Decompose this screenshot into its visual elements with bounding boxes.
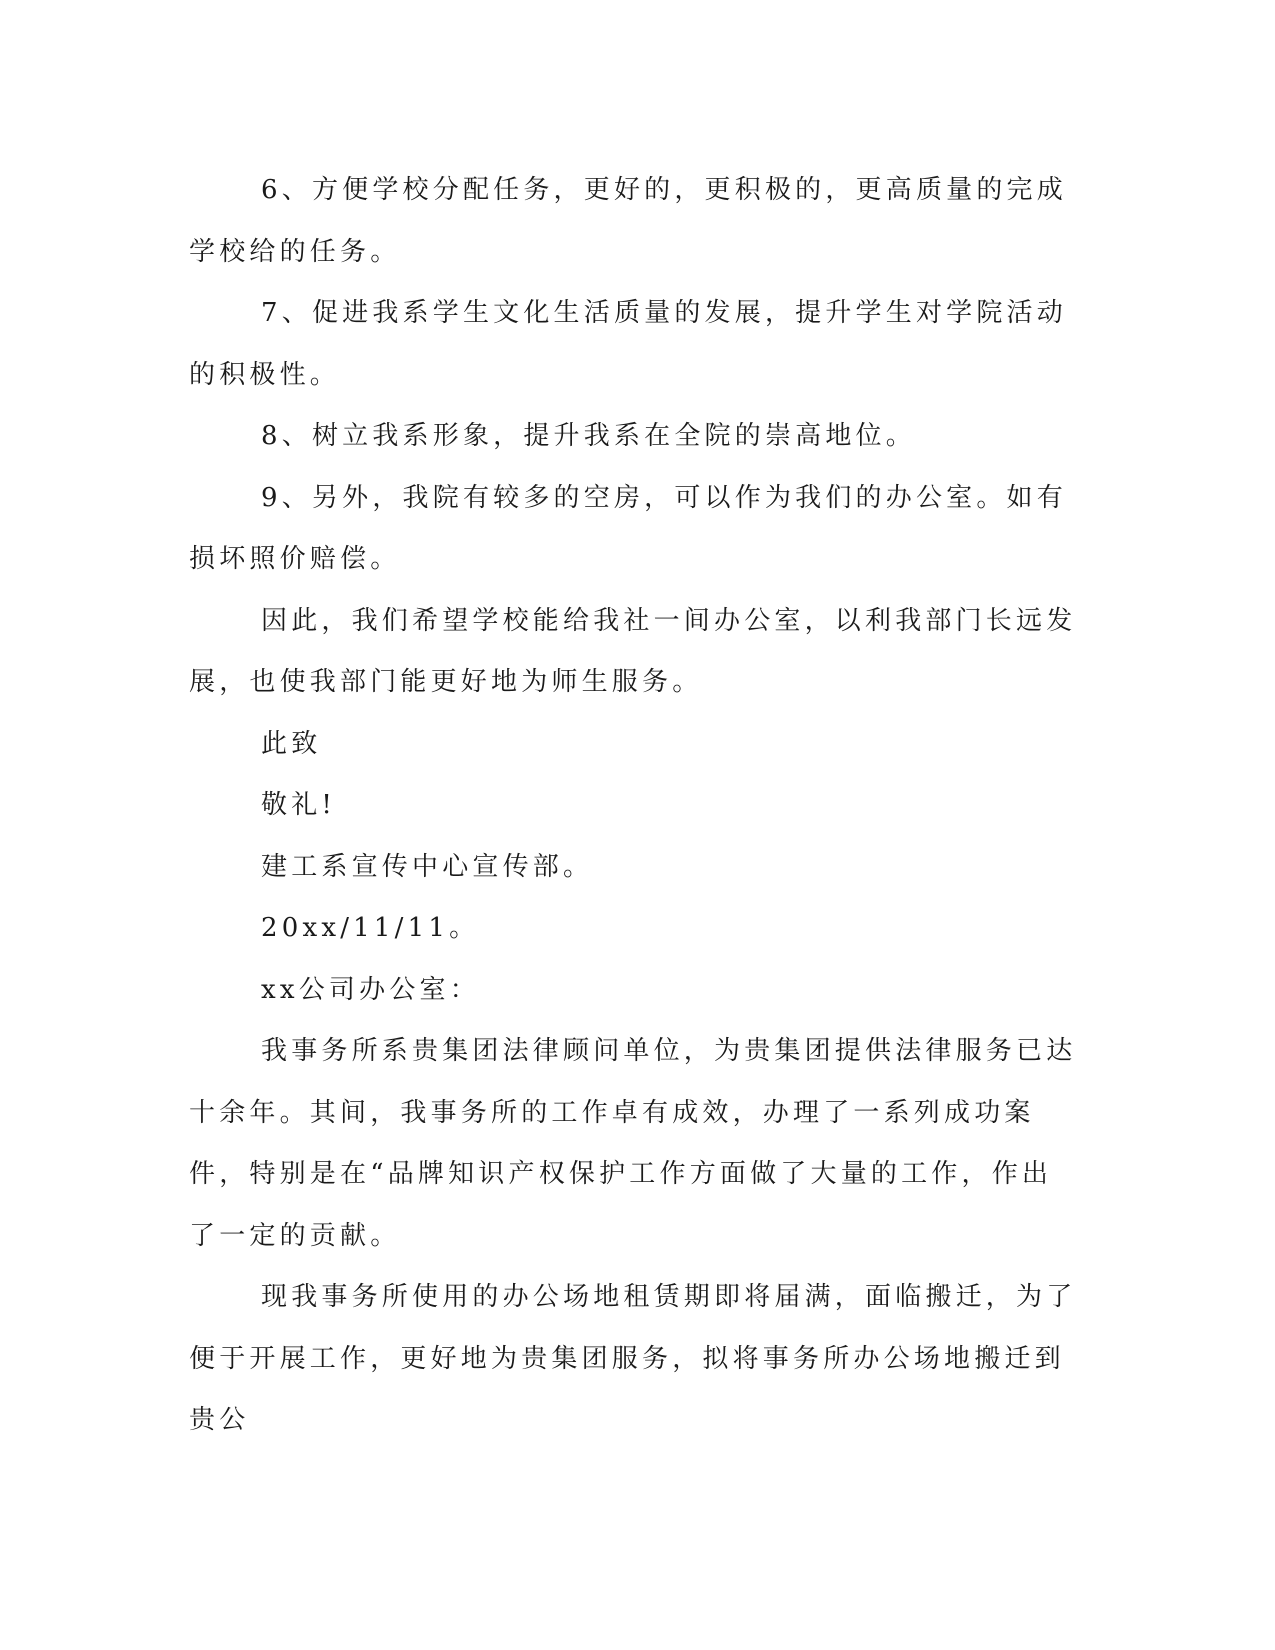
paragraph-item-6: 6、方便学校分配任务，更好的，更积极的，更高质量的完成学校给的任务。 [189,175,1067,267]
signature-department: 建工系宣传中心宣传部。 [261,851,594,882]
paragraph-relocation: 现我事务所使用的办公场地租赁期即将届满，面临搬迁，为了便于开展工作，更好地为贵集团服务，拟将事务所办公场地搬迁到贵公 [189,1282,1077,1435]
closing-salutation: 此致 [261,728,322,759]
paragraph-item-9: 9、另外，我院有较多的空房，可以作为我们的办公室。如有损坏照价赔偿。 [189,482,1067,574]
paragraph-item-8: 8、树立我系形象，提升我系在全院的崇高地位。 [261,421,916,451]
signature-date: 20xx/11/11。 [261,913,480,943]
paragraph-conclusion: 因此，我们希望学校能给我社一间办公室，以利我部门长远发展，也使我部门能更好地为师生服务。 [189,605,1077,697]
paragraph-firm-intro: 我事务所系贵集团法律顾问单位，为贵集团提供法律服务已达十余年。其间，我事务所的工作卓有成效，办理了一系列成功案件，特别是在“品牌知识产权保护工作方面做了大量的工作，作出了一定的贡献。 [189,1036,1077,1251]
paragraph-item-7: 7、促进我系学生文化生活质量的发展，提升学生对学院活动的积极性。 [189,298,1067,390]
document-body [189,160,1079,1452]
recipient-heading: xx公司办公室： [261,974,480,1005]
closing-regards: 敬礼! [261,790,337,820]
